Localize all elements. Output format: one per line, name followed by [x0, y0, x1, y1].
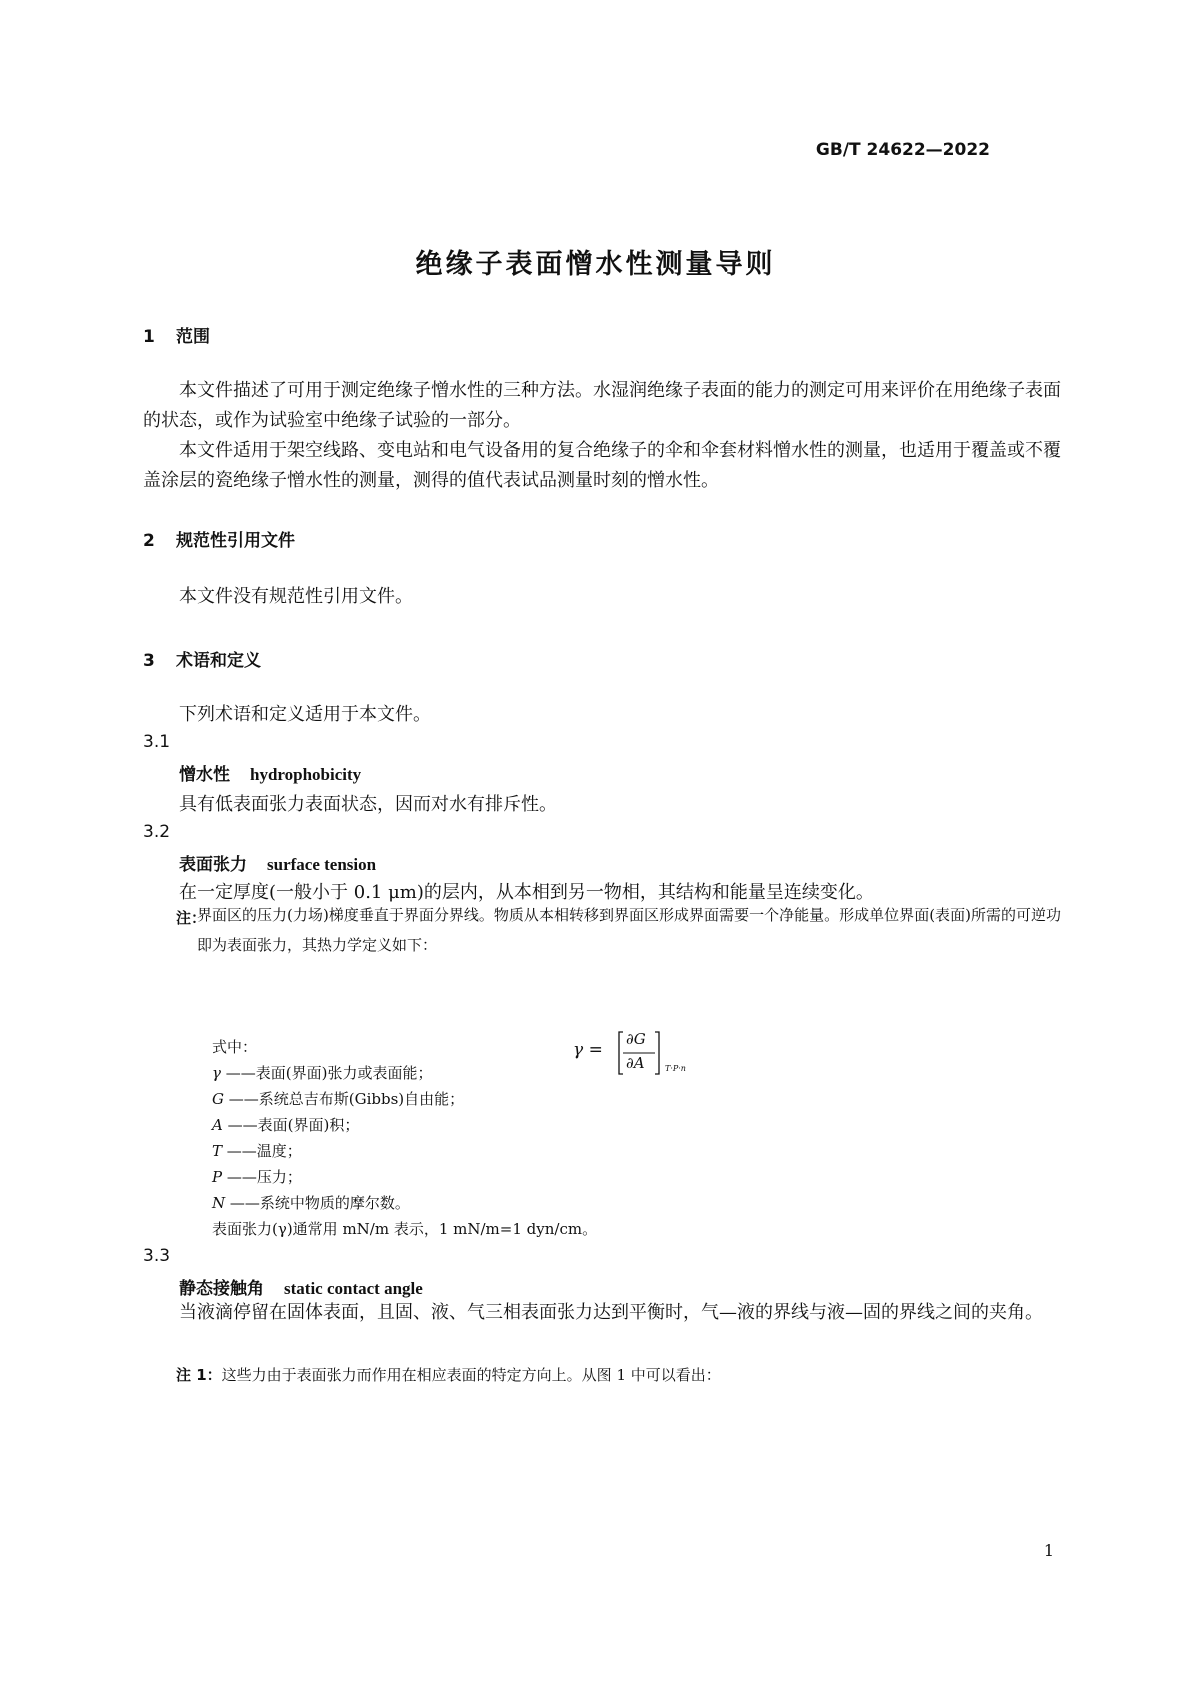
term-en: hydrophobicity	[250, 765, 362, 784]
section-number: 1	[143, 327, 155, 347]
paragraph: 本文件适用于架空线路、变电站和电气设备用的复合绝缘子的伞和伞套材料憎水性的测量，也适用于覆盖或不覆盖涂层的瓷绝缘子憎水性的测量，测得的值代表试品测量时刻的憎水性。	[143, 440, 1061, 491]
clause-number: 3.3	[143, 1246, 171, 1266]
note	[176, 1364, 721, 1385]
term-en: surface tension	[267, 855, 377, 874]
clause-number: 3.2	[143, 822, 171, 842]
variable-description: ——压力；	[226, 1168, 302, 1186]
term-heading	[179, 1274, 423, 1299]
term-heading	[179, 760, 361, 785]
section-heading-3	[143, 646, 261, 671]
variable-symbol: A	[212, 1116, 223, 1134]
term-en: static contact angle	[284, 1279, 423, 1298]
page-title: 绝缘子表面憎水性测量导则	[415, 249, 776, 280]
section-title: 术语和定义	[176, 651, 261, 671]
variable-item	[212, 1140, 302, 1161]
formula-denominator: ∂A	[626, 1054, 645, 1072]
term-definition: 当液滴停留在固体表面，且固、液、气三相表面张力达到平衡时，气—液的界线与液—固的界线之间的夹角。	[179, 1302, 1043, 1323]
variable-item	[212, 1114, 359, 1135]
variable-item	[212, 1166, 302, 1187]
section-number: 3	[143, 651, 155, 671]
where-label: 式中：	[212, 1038, 258, 1056]
paragraph: 本文件没有规范性引用文件。	[179, 586, 413, 607]
paragraph: 本文件描述了可用于测定绝缘子憎水性的三种方法。水湿润绝缘子表面的能力的测定可用来评价在用绝缘子表面的状态，或作为试验室中绝缘子试验的一部分。	[143, 380, 1061, 431]
note-label: 注：	[176, 909, 207, 927]
variable-symbol: N	[212, 1194, 226, 1212]
variable-description: ——系统总吉布斯(Gibbs)自由能；	[228, 1090, 465, 1108]
units-note: 表面张力(γ)通常用 mN/m 表示，1 mN/m=1 dyn/cm。	[212, 1220, 598, 1238]
section-heading-1	[143, 322, 210, 347]
note-text: 这些力由于表面张力而作用在相应表面的特定方向上。从图 1 中可以看出：	[221, 1366, 721, 1384]
section-number: 2	[143, 531, 155, 551]
variable-description: ——表面(界面)积；	[227, 1116, 360, 1134]
term-zh: 憎水性	[179, 765, 230, 785]
variable-symbol: γ	[212, 1064, 221, 1082]
variable-item	[212, 1062, 432, 1083]
variable-symbol: P	[212, 1168, 223, 1186]
variable-symbol: G	[212, 1090, 224, 1108]
note-text: 界面区的压力(力场)梯度垂直于界面分界线。物质从本相转移到界面区形成界面需要一个净能量。形成单位界面(表面)所需的可逆功即为表面张力，其热力学定义如下：	[197, 906, 1061, 954]
note-label: 注 1：	[176, 1366, 222, 1384]
term-definition: 在一定厚度(一般小于 0.1 μm)的层内，从本相到另一物相，其结构和能量呈连续变化。	[179, 882, 874, 903]
variable-item	[212, 1088, 464, 1109]
formula-lhs: γ =	[573, 1040, 603, 1060]
section-heading-2	[143, 526, 295, 551]
page-number: 1	[1043, 1541, 1054, 1560]
formula-numerator: ∂G	[626, 1030, 646, 1048]
variable-description: ——温度；	[226, 1142, 302, 1160]
term-zh: 静态接触角	[179, 1279, 264, 1299]
standard-number: GB/T 24622—2022	[815, 140, 990, 160]
variable-description: ——系统中物质的摩尔数。	[229, 1194, 410, 1212]
variable-item	[212, 1192, 410, 1213]
section-title: 范围	[176, 327, 210, 347]
variable-description: ——表面(界面)张力或表面能；	[225, 1064, 433, 1082]
term-definition: 具有低表面张力表面状态，因而对水有排斥性。	[179, 794, 557, 815]
formula-subscript: T·P·n	[665, 1064, 686, 1073]
variable-symbol: T	[212, 1142, 223, 1160]
paragraph: 下列术语和定义适用于本文件。	[179, 704, 431, 725]
section-title: 规范性引用文件	[176, 531, 295, 551]
clause-number: 3.1	[143, 732, 171, 752]
term-heading	[179, 850, 376, 875]
term-zh: 表面张力	[179, 855, 247, 875]
